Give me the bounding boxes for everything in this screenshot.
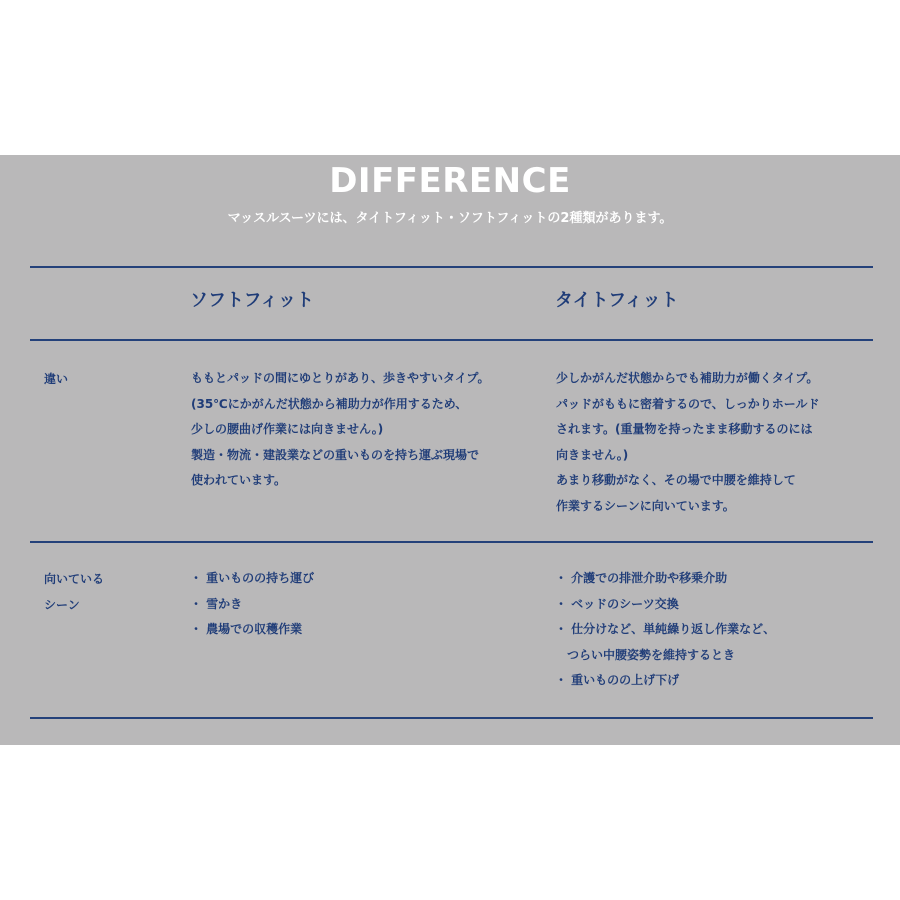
- header-divider-rule: [30, 339, 873, 341]
- soft-fit-difference-text: ももとパッドの間にゆとりがあり、歩きやすいタイプ。 (35℃にかがんだ状態から補助力が作用するため、 少しの腰曲げ作業には向きません。) 製造・物流・建設業などの重いものを持ち運ぶ現場で 使われています。: [191, 371, 490, 487]
- tight-fit-scenes-list: ・ 介護での排泄介助や移乗介助 ・ ベッドのシーツ交換 ・ 仕分けなど、単純繰り返し作業など、 つらい中腰姿勢を維持するとき ・ 重いものの上げ下げ: [555, 571, 776, 687]
- tight-fit-difference-text: 少しかがんだ状態からでも補助力が働くタイプ。 パッドがももに密着するので、しっかりホールド されます。(重量物を持ったまま移動するのには 向きません。) あまり移動がなく、その場で中腰を維持して 作業するシーンに向いています。: [556, 371, 820, 513]
- difference-panel: [0, 155, 900, 745]
- row-label-suitable-scenes: 向いている シーン: [44, 572, 105, 612]
- table-top-rule: [30, 266, 873, 268]
- column-header-tight-fit: タイトフィット: [555, 290, 679, 311]
- section-subtitle: マッスルスーツには、タイトフィット・ソフトフィットの2種類があります。: [227, 211, 673, 226]
- section-title: DIFFERENCE: [329, 161, 571, 201]
- table-bottom-rule: [30, 717, 873, 719]
- column-header-soft-fit: ソフトフィット: [190, 290, 315, 311]
- soft-fit-scenes-list: ・ 重いものの持ち運び ・ 雪かき ・ 農場での収穫作業: [190, 571, 315, 636]
- row-divider-rule: [30, 541, 873, 543]
- row-label-difference: 違い: [44, 372, 69, 386]
